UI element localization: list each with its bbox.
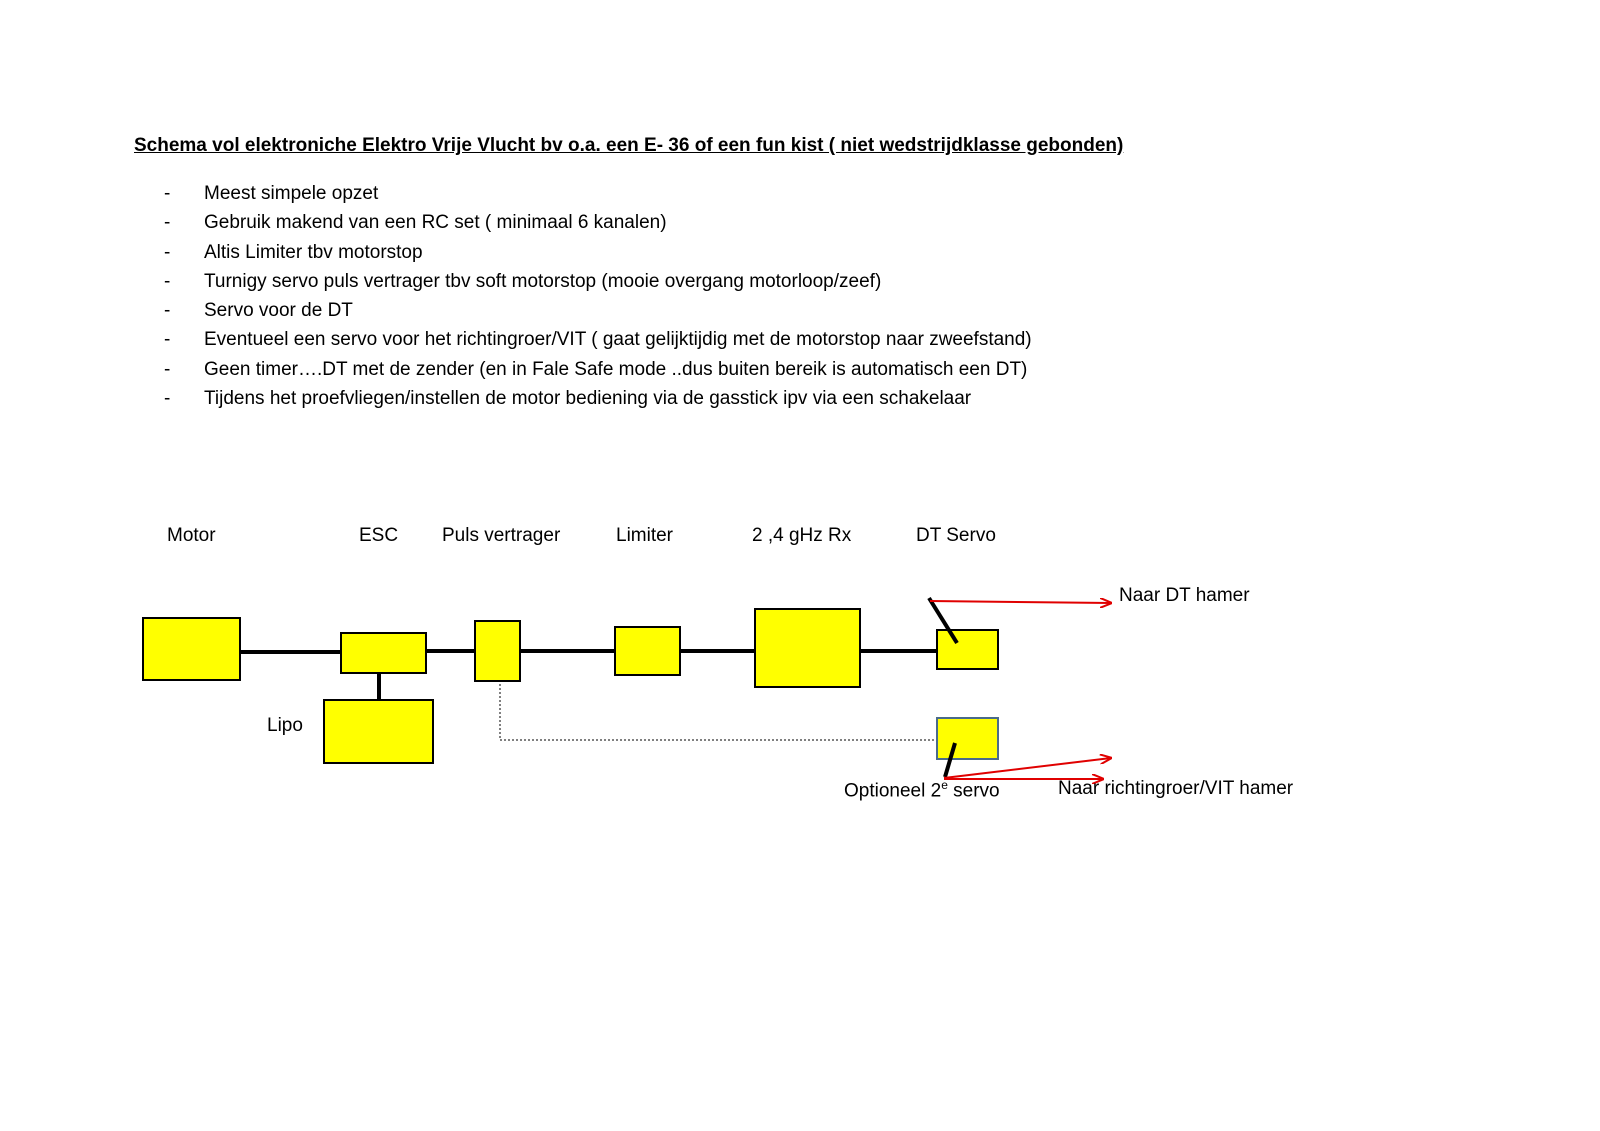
bullet-marker: - <box>164 329 171 351</box>
bullet-marker: - <box>164 388 171 410</box>
list-item-text: Turnigy servo puls vertrager tbv soft motorstop (mooie overgang motorloop/zeef) <box>204 270 882 292</box>
esc-label: ESC <box>359 525 399 546</box>
esc-box <box>341 633 426 673</box>
puls-vertrager-box <box>475 621 520 681</box>
puls-vertrager-label: Puls vertrager <box>442 525 561 546</box>
limiter-label: Limiter <box>616 525 674 546</box>
bullet-marker: - <box>164 212 171 234</box>
receiver-box <box>755 609 860 687</box>
list-item-text: Eventueel een servo voor het richtingroer/VIT ( gaat gelijktijdig met de motorstop naar zweefstand) <box>204 329 1032 351</box>
list-item-text: Gebruik makend van een RC set ( minimaal 6 kanalen) <box>204 212 667 234</box>
list-item-text: Geen timer….DT met de zender (en in Fale Safe mode ..dus buiten bereik is automatisch een DT) <box>204 358 1028 380</box>
dt-servo-label: DT Servo <box>916 525 996 546</box>
arrow-naar-dt-hamer <box>930 601 1111 603</box>
wire-puls-optional-servo <box>500 680 937 740</box>
naar-richtingroer-label: Naar richtingroer/VIT hamer <box>1058 778 1294 799</box>
naar-dt-hamer-label: Naar DT hamer <box>1119 585 1250 606</box>
list-item-text: Meest simpele opzet <box>204 183 379 204</box>
optional-servo-label-suffix: servo <box>947 780 1000 802</box>
arrow-richtingroer-upper <box>944 758 1111 778</box>
bullet-marker: - <box>164 358 171 380</box>
lipo-box <box>324 700 433 763</box>
dt-servo-box <box>937 630 998 669</box>
motor-box <box>143 618 240 680</box>
list-item-text: Servo voor de DT <box>204 300 353 322</box>
bullet-marker: - <box>164 241 171 263</box>
optional-servo-label-main: Optioneel 2 <box>844 780 942 802</box>
bullet-marker: - <box>164 300 171 322</box>
list-item-text: Tijdens het proefvliegen/instellen de motor bediening via de gasstick ipv via een schakelaar <box>204 388 972 410</box>
limiter-box <box>615 627 680 675</box>
bullet-marker: - <box>164 270 171 292</box>
motor-label: Motor <box>167 525 216 546</box>
receiver-label: 2 ,4 gHz Rx <box>752 525 852 546</box>
page-title: Schema vol elektroniche Elektro Vrije Vlucht bv o.a. een E- 36 of een fun kist ( niet wedstrijdklasse gebonden) <box>134 135 1124 156</box>
list-item-text: Altis Limiter tbv motorstop <box>204 241 423 263</box>
optional-servo-label <box>844 778 1000 802</box>
optional-servo-label-superscript: e <box>941 778 948 792</box>
lipo-label: Lipo <box>267 715 303 736</box>
bullet-marker: - <box>164 183 171 204</box>
optional-servo-box <box>937 718 998 759</box>
